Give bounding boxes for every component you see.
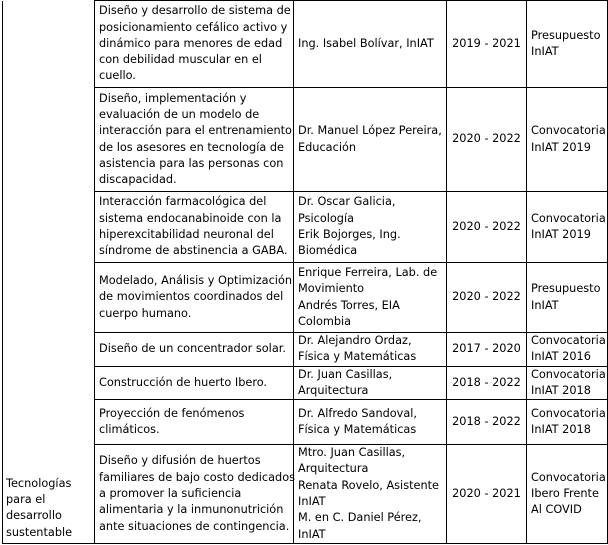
funding-cell [527, 192, 608, 263]
area-label-line: para el [6, 493, 46, 507]
responsible-line: Movimiento [298, 282, 365, 296]
funding-cell [527, 445, 608, 544]
responsible-line: Arquitectura [298, 462, 369, 476]
project-cell [95, 88, 294, 192]
project-cell [95, 366, 294, 400]
funding-line: Convocatoria [531, 470, 606, 484]
project-cell [95, 445, 294, 544]
funding-cell [527, 400, 608, 445]
responsible-line: Renata Rovelo, Asistente [298, 478, 439, 492]
projects-table [2, 0, 608, 544]
funding-line: InIAT 2018 [531, 423, 591, 437]
area-label-cell [3, 333, 95, 544]
project-line: asistencia para las personas con [99, 156, 284, 170]
funding-line: InIAT 2016 [531, 350, 591, 364]
project-line: de movimientos coordinados del [99, 290, 284, 304]
funding-cell [527, 1, 608, 88]
area-label-line: Tecnologías [6, 476, 72, 490]
project-cell [95, 263, 294, 333]
responsible-cell [294, 366, 447, 400]
project-line: Diseño, implementación y [99, 91, 247, 105]
responsible-line: Biomédica [298, 244, 358, 258]
responsible-line: Ing. Isabel Bolívar, InIAT [298, 36, 434, 50]
table-row [3, 1, 608, 88]
responsible-line: Dr. Oscar Galicia, [298, 195, 396, 209]
period-cell: 2017 - 2020 [447, 333, 527, 367]
responsible-line: Dr. Juan Casillas, [298, 367, 393, 381]
responsible-line: Psicología [298, 211, 355, 225]
funding-line: Convocatoria [531, 406, 606, 420]
period-cell: 2020 - 2022 [447, 88, 527, 192]
project-cell [95, 192, 294, 263]
responsible-cell [294, 88, 447, 192]
responsible-line: Mtro. Juan Casillas, [298, 446, 406, 460]
responsible-line: Física y Matemáticas [298, 350, 417, 364]
project-line: cuello. [99, 69, 136, 83]
funding-cell [527, 366, 608, 400]
responsible-line: Dr. Manuel López Pereira, [298, 124, 442, 138]
project-cell [95, 1, 294, 88]
responsible-line: InIAT [298, 527, 326, 541]
project-line: Diseño y difusión de huertos [99, 454, 261, 468]
project-cell [95, 333, 294, 367]
project-cell [95, 400, 294, 445]
project-line: interacción para el entrenamiento [99, 124, 292, 138]
project-line: Diseño y desarrollo de sistema de [99, 4, 291, 18]
funding-line: InIAT 2019 [531, 140, 591, 154]
project-line: Diseño de un concentrador solar. [99, 342, 286, 356]
responsible-line: Erik Bojorges, Ing. [298, 228, 401, 241]
responsible-line: M. en C. Daniel Pérez, [298, 511, 422, 525]
funding-cell [527, 88, 608, 192]
period-cell: 2020 - 2022 [447, 263, 527, 333]
funding-line: InIAT [531, 298, 559, 312]
project-line: evaluación de un modelo de [99, 107, 260, 121]
area-cell-empty [3, 1, 95, 333]
responsible-line: Física y Matemáticas [298, 423, 417, 437]
responsible-cell [294, 445, 447, 544]
period-cell: 2018 - 2022 [447, 400, 527, 445]
responsible-line: Arquitectura [298, 383, 369, 397]
funding-line: Convocatoria [531, 367, 606, 381]
area-label-line: sustentable [6, 525, 73, 539]
projects-table-body [3, 1, 608, 544]
responsible-cell [294, 1, 447, 88]
responsible-cell [294, 263, 447, 333]
project-line: posicionamiento cefálico activo y [99, 20, 288, 34]
responsible-line: Educación [298, 140, 357, 154]
project-line: discapacidad. [99, 173, 177, 187]
project-line: alimentaria y la inmunonutrición [99, 503, 284, 517]
responsible-cell [294, 192, 447, 263]
funding-line: Convocatoria [531, 211, 606, 225]
responsible-cell [294, 333, 447, 367]
funding-cell [527, 333, 608, 367]
funding-line: Convocatoria [531, 334, 606, 347]
project-line: Proyección de fenómenos [99, 406, 245, 420]
funding-line: Ibero Frente [531, 486, 599, 500]
project-line: Interacción farmacológica del [99, 195, 267, 209]
responsible-cell [294, 400, 447, 445]
period-cell: 2019 - 2021 [447, 1, 527, 88]
responsible-line: Enrique Ferreira, Lab. de [298, 265, 438, 279]
responsible-line: Andrés Torres, EIA [298, 298, 400, 312]
funding-line: InIAT [531, 45, 559, 58]
area-label-line: desarrollo [6, 509, 62, 523]
period-cell: 2020 - 2022 [447, 192, 527, 263]
project-line: Modelado, Análisis y Optimización [99, 274, 293, 288]
project-line: a promover la suficiencia [99, 486, 242, 500]
project-line: cuerpo humano. [99, 306, 192, 320]
funding-line: Al COVID [531, 503, 582, 517]
period-cell: 2020 - 2021 [447, 445, 527, 544]
funding-line: InIAT 2018 [531, 383, 591, 397]
funding-cell [527, 263, 608, 333]
project-line: familiares de bajo costo dedicados [99, 470, 295, 484]
project-line: síndrome de abstinencia a GABA. [99, 244, 288, 258]
funding-line: InIAT 2019 [531, 228, 591, 241]
project-line: hiperexcitabilidad neuronal del [99, 228, 274, 241]
responsible-line: Colombia [298, 314, 352, 328]
project-line: dinámico para menores de edad [99, 36, 283, 50]
project-line: sistema endocanabinoide con la [99, 211, 282, 225]
project-line: climáticos. [99, 423, 160, 437]
responsible-line: InIAT [298, 495, 326, 509]
responsible-line: Dr. Alejandro Ordaz, [298, 334, 412, 347]
project-line: con debilidad muscular en el [99, 53, 262, 67]
project-line: de los asesores en tecnología de [99, 140, 284, 154]
period-cell: 2018 - 2022 [447, 366, 527, 400]
project-line: Construcción de huerto Ibero. [99, 375, 268, 389]
responsible-line: Dr. Alfredo Sandoval, [298, 406, 418, 420]
funding-line: Presupuesto [531, 28, 601, 42]
funding-line: Presupuesto [531, 282, 601, 296]
funding-line: Convocatoria [531, 124, 606, 138]
project-line: ante situaciones de contingencia. [99, 519, 290, 533]
table-row [3, 333, 608, 367]
